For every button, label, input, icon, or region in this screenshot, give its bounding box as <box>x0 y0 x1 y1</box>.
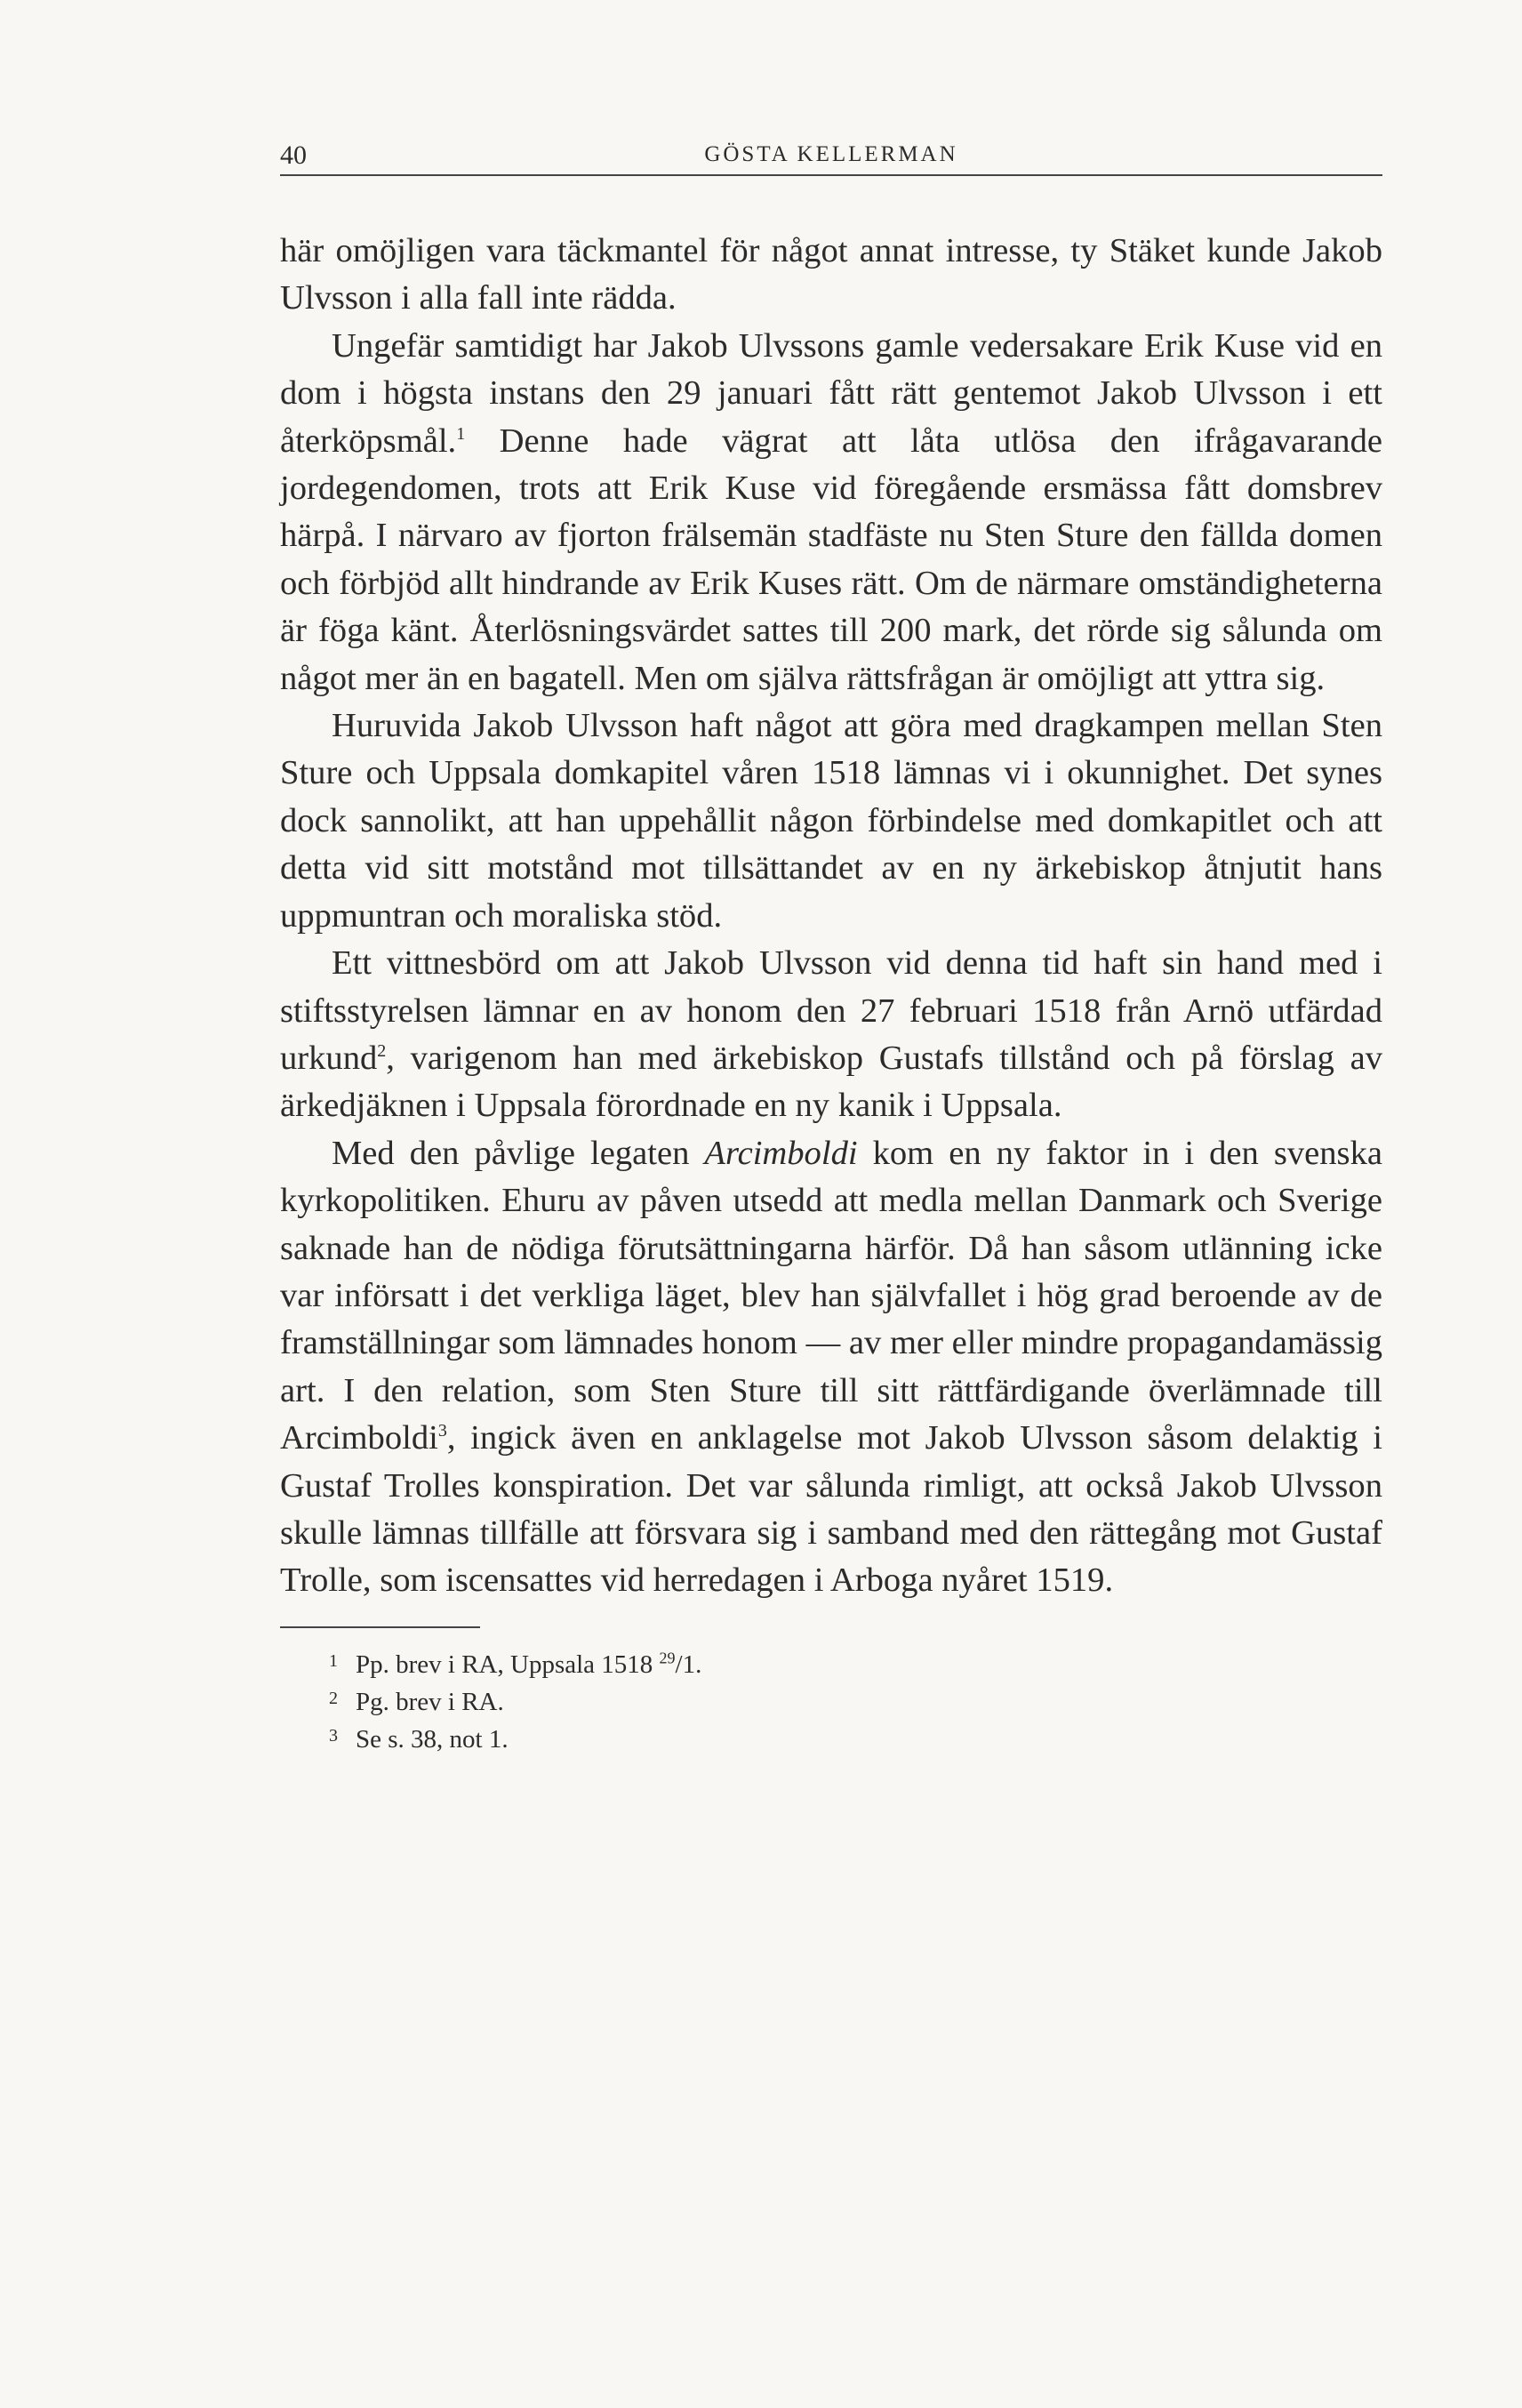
running-head <box>280 133 1382 169</box>
footnote-text: Se s. 38, not 1. <box>356 1724 509 1754</box>
paragraph-text: Ett vittnesbörd om att Jakob Ulvsson vid denna tid haft sin hand med i stiftsstyrelsen lämnar en av honom den 27 februari 1518 från Arnö utfärdad urkund <box>280 944 1382 1077</box>
paragraph-4 <box>280 940 1382 1130</box>
paragraph-5 <box>280 1130 1382 1605</box>
running-title: GÖSTA KELLERMAN <box>704 142 958 166</box>
footnote-mark: 1 <box>329 1650 338 1671</box>
footnote-ref-3: 3 <box>437 1421 447 1441</box>
footnote-mark: 3 <box>329 1725 338 1746</box>
paragraph-3 <box>280 702 1382 940</box>
italic-name: Arcimboldi <box>704 1134 858 1172</box>
paragraph-text: Ungefär samtidigt har Jakob Ulvssons gamle vedersakare Erik Kuse vid en dom i högsta instans den 29 januari fått rätt gentemot Jakob Ulvsson i ett återköpsmål. <box>280 326 1382 460</box>
footnote-text: Pg. brev i RA. <box>356 1687 504 1716</box>
footnote-rule <box>280 1626 480 1628</box>
header-rule <box>280 174 1382 176</box>
body-text <box>280 228 1382 1605</box>
paragraph-text: kom en ny faktor in i den svenska kyrkopolitiken. Ehuru av påven utsedd att medla mellan Danmark och Sverige saknade han de nödiga förutsättningarna härför. Då han såsom utlänning icke var införsatt i det verkliga läget, blev han självfallet i hög grad beroende av de framställningar som lämnades honom — av mer eller mindre propagandamässig art. I den relation, som Sten Sture till sitt rättfärdigande överlämnade till Arcimboldi <box>280 1134 1382 1457</box>
paragraph-text: , varigenom han med ärkebiskop Gustafs tillstånd och på förslag av ärkedjäknen i Uppsala förordnade en ny kanik i Uppsala. <box>280 1039 1382 1125</box>
paragraph-text: Huruvida Jakob Ulvsson haft något att göra med dragkampen mellan Sten Sture och Uppsala domkapitel våren 1518 lämnas vi i okunnighet. Det synes dock sannolikt, att han uppehållit någon förbindelse med domkapitlet och att detta vid sitt motstånd mot tillsättandet av en ny ärkebiskop åtnjutit hans uppmuntran och moraliska stöd. <box>280 707 1382 935</box>
paragraph-text: Denne hade vägrat att låta utlösa den ifrågavarande jordegendomen, trots att Erik Kuse vid föregående ersmässa fått domsbrev härpå. I närvaro av fjorton frälsemän stadfäste nu Sten Sture den fällda domen och förbjöd allt hindrande av Erik Kuses rätt. Om de närmare omständigheterna är föga känt. Återlösningsvärdet sattes till 200 mark, det rörde sig sålunda om något mer än en bagatell. Men om själva rättsfrågan är omöjligt att yttra sig. <box>280 421 1382 697</box>
footnote-mark: 2 <box>329 1688 338 1708</box>
paragraph-text: Med den påvlige legaten <box>332 1134 705 1172</box>
page-number: 40 <box>280 140 307 170</box>
footnote-ref-2: 2 <box>377 1041 387 1062</box>
paragraph-text: , ingick även en anklagelse mot Jakob Ulvsson såsom delaktig i Gustaf Trolles konspiration. Det var sålunda rimligt, att också Jakob Ulvsson skulle lämnas tillfälle att försvara sig i samband med den rättegång mot Gustaf Trolle, som iscensattes vid herredagen i Arboga nyåret 1519. <box>280 1419 1382 1600</box>
footnote-body: Pp. brev i RA, Uppsala 1518 <box>356 1649 660 1679</box>
paragraph-text: här omöjligen vara täckmantel för något annat intresse, ty Stäket kunde Jakob Ulvsson i alla fall inte rädda. <box>280 232 1382 317</box>
footnote-2 <box>280 1683 1382 1721</box>
footnotes <box>280 1646 1382 1758</box>
page <box>280 133 1382 1758</box>
paragraph-2 <box>280 323 1382 702</box>
footnote-3 <box>280 1721 1382 1758</box>
footnote-1 <box>280 1646 1382 1683</box>
paragraph-1 <box>280 228 1382 323</box>
date-superscript: 29 <box>659 1649 676 1667</box>
footnote-text <box>329 1650 701 1679</box>
date-rest: /1. <box>675 1649 702 1679</box>
footnote-ref-1: 1 <box>456 423 466 444</box>
